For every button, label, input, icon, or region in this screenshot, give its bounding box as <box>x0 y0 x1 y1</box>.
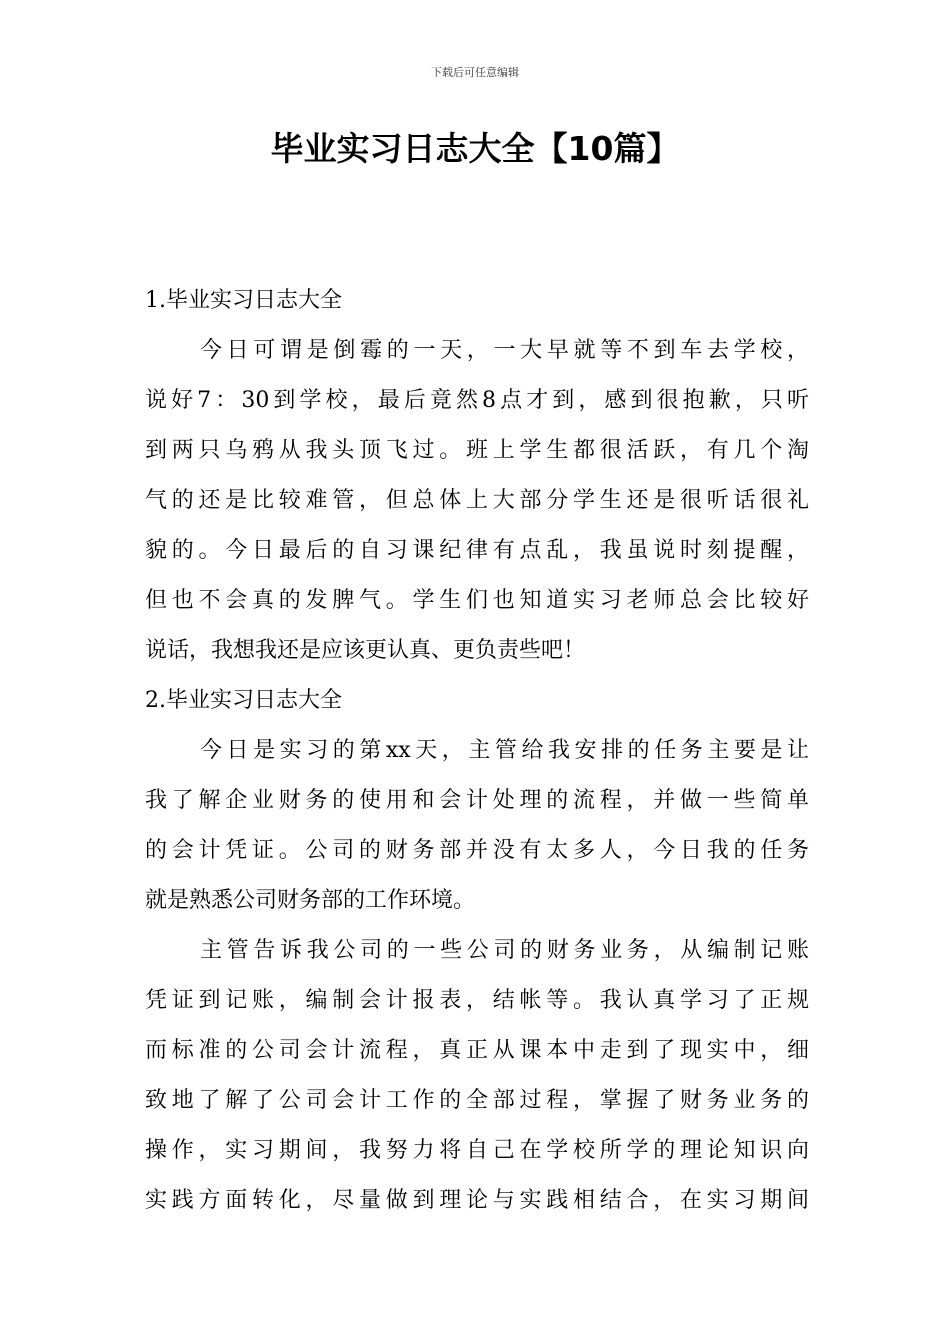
text-line: 说话，我想我还是应该更认真、更负责些吧！ <box>145 638 586 663</box>
text-line: 气的还是比较难管，但总体上大部分学生还是很听话很礼 <box>145 488 809 513</box>
text-line: 但也不会真的发脾气。学生们也知道实习老师总会比较好 <box>145 588 809 613</box>
text-line: 主管告诉我公司的一些公司的财务业务，从编制记账 <box>200 938 809 963</box>
text-line: 今日可谓是倒霉的一天，一大早就等不到车去学校， <box>200 338 809 363</box>
paragraph-2-1 <box>145 726 809 926</box>
text-line: 说好7：30到学校，最后竟然8点才到，感到很抱歉，只听 <box>145 388 809 413</box>
document-title: 毕业实习日志大全【10篇】 <box>270 129 680 168</box>
text-line: 到两只乌鸦从我头顶飞过。班上学生都很活跃，有几个淘 <box>145 438 809 463</box>
section-heading-1: 1.毕业实习日志大全 <box>145 288 342 313</box>
text-line: 今日是实习的第xx天，主管给我安排的任务主要是让 <box>200 738 809 763</box>
text-line: 的会计凭证。公司的财务部并没有太多人，今日我的任务 <box>145 838 809 863</box>
text-line: 操作，实习期间，我努力将自己在学校所学的理论知识向 <box>145 1138 809 1163</box>
header-note: 下载后可任意编辑 <box>431 66 519 79</box>
paragraph-1-1 <box>145 326 809 676</box>
section-heading-2: 2.毕业实习日志大全 <box>145 688 342 713</box>
text-line: 致地了解了公司会计工作的全部过程，掌握了财务业务的 <box>145 1088 809 1113</box>
text-line: 实践方面转化，尽量做到理论与实践相结合，在实习期间 <box>145 1188 809 1213</box>
text-line: 而标准的公司会计流程，真正从课本中走到了现实中，细 <box>145 1038 809 1063</box>
text-line: 貌的。今日最后的自习课纪律有点乱，我虽说时刻提醒， <box>145 538 809 563</box>
text-line: 就是熟悉公司财务部的工作环境。 <box>145 888 476 913</box>
text-line: 我了解企业财务的使用和会计处理的流程，并做一些简单 <box>145 788 809 813</box>
paragraph-2-2 <box>145 926 809 1226</box>
document-body <box>145 276 809 1226</box>
text-line: 凭证到记账，编制会计报表，结帐等。我认真学习了正规 <box>145 988 809 1013</box>
